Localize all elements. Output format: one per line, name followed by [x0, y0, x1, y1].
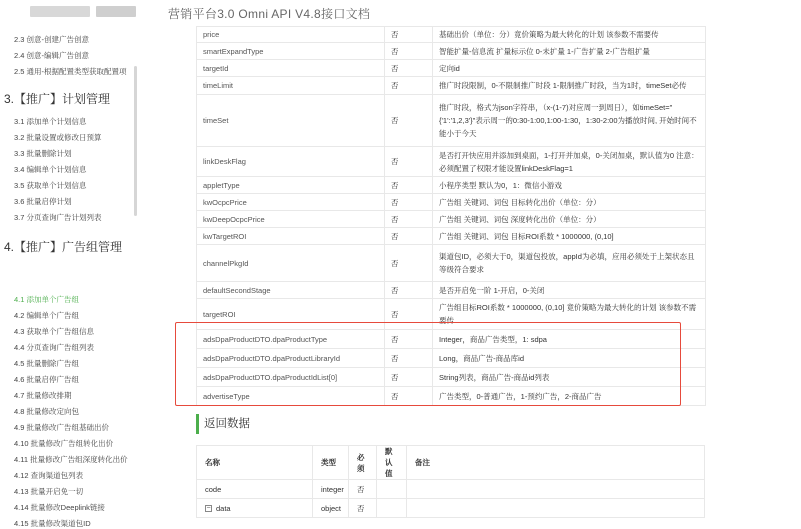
sidebar-item[interactable]: 4.8 批量修改定向包	[14, 407, 80, 416]
param-row	[197, 43, 706, 60]
param-desc: 是否开启免一阶 1-开启，0-关闭	[433, 282, 706, 299]
param-required: 否	[385, 77, 433, 95]
param-name: adsDpaProductDTO.dpaProductType	[197, 330, 385, 349]
param-required: 否	[385, 194, 433, 211]
sidebar-item[interactable]: 4.4 分页查询广告组列表	[14, 343, 95, 352]
param-desc: 广告组目标ROI系数 * 1000000, (0,10] 竟价策略为最大转化的计划 该参数不需要传	[433, 299, 706, 330]
param-desc: String列表，商品广告-商品id列表	[433, 368, 706, 387]
return-column-header: 必须	[349, 446, 377, 480]
sidebar-item[interactable]: 4.1 添加单个广告组	[14, 295, 80, 304]
sidebar-item[interactable]: 3.7 分页查询广告计划列表	[14, 213, 102, 222]
sidebar-item[interactable]: 4.10 批量修改广告组转化出价	[14, 439, 114, 448]
return-cell-note	[407, 480, 705, 499]
return-column-header: 名称	[197, 446, 313, 480]
param-desc: 智能扩量-信息流 扩量标示位 0-未扩量 1-广告扩量 2-广告组扩量	[433, 43, 706, 60]
param-desc: 广告组 关键词、词包 目标转化出价（单位：分）	[433, 194, 706, 211]
param-row	[197, 60, 706, 77]
param-desc: 是否打开快应用并添加到桌面，1-打开并加桌，0-关闭加桌，默认值为0 注意：必须配置了权限才能设置linkDeskFlag=1	[433, 147, 706, 177]
return-cell-type: integer	[313, 480, 349, 499]
param-name: adsDpaProductDTO.dpaProductLibraryId	[197, 349, 385, 368]
top-bar	[0, 0, 801, 26]
return-cell-required: 否	[349, 480, 377, 499]
param-desc: 广告类型，0-普通广告，1-预约广告，2-商品广告	[433, 387, 706, 406]
return-data-table	[196, 445, 705, 518]
sidebar-item[interactable]: 4.11 批量修改广告组深度转化出价	[14, 455, 128, 464]
param-desc: 推广时段，格式为json字符串，（x-(1-7)对应周一到周日），如timeSet="{'1':'1,2,3'}"表示周一的0:30-1:00,1:00-1:30，1:30-2:00为播放时间, 开始时间不能小于今天	[433, 95, 706, 147]
param-desc: Integer，商品广告类型，1: sdpa	[433, 330, 706, 349]
param-required: 否	[385, 245, 433, 282]
doc-title: 营销平台3.0 Omni API V4.8接口文档	[168, 7, 371, 21]
param-required: 否	[385, 368, 433, 387]
sidebar-section-title[interactable]: 3.【推广】计划管理	[4, 92, 111, 106]
param-required: 否	[385, 228, 433, 245]
param-required: 否	[385, 43, 433, 60]
sidebar-scrollbar[interactable]	[134, 66, 137, 216]
param-name: channelPkgId	[197, 245, 385, 282]
sidebar-section-title[interactable]: 4.【推广】广告组管理	[4, 240, 123, 254]
param-required: 否	[385, 349, 433, 368]
param-required: 否	[385, 147, 433, 177]
sidebar-item[interactable]: 2.3 创意-创建广告创意	[14, 35, 90, 44]
param-required: 否	[385, 177, 433, 194]
param-required: 否	[385, 27, 433, 43]
param-row	[197, 282, 706, 299]
param-name: timeSet	[197, 95, 385, 147]
return-cell-required: 否	[349, 499, 377, 518]
sidebar-item[interactable]: 3.2 批量设置或修改日预算	[14, 133, 102, 142]
param-name: defaultSecondStage	[197, 282, 385, 299]
param-row	[197, 177, 706, 194]
param-row	[197, 194, 706, 211]
param-row	[197, 245, 706, 282]
sidebar-item[interactable]: 4.15 批量修改渠道包ID	[14, 519, 91, 528]
param-row	[197, 147, 706, 177]
sidebar-item[interactable]: 4.9 批量修改广告组基础出价	[14, 423, 110, 432]
sidebar-item[interactable]: 3.4 编辑单个计划信息	[14, 165, 87, 174]
return-cell-name	[197, 499, 313, 518]
param-desc: 广告组 关键词、词包 目标ROI系数 * 1000000, (0,10]	[433, 228, 706, 245]
param-name: adsDpaProductDTO.dpaProductIdList[0]	[197, 368, 385, 387]
param-required: 否	[385, 95, 433, 147]
sidebar-item[interactable]: 2.4 创意-编辑广告创意	[14, 51, 90, 60]
param-required: 否	[385, 60, 433, 77]
return-row	[197, 480, 705, 499]
param-name: timeLimit	[197, 77, 385, 95]
collapse-toggle-icon[interactable]: −	[206, 505, 211, 513]
param-name: advertiseType	[197, 387, 385, 406]
param-required: 否	[385, 211, 433, 228]
return-row	[197, 499, 705, 518]
param-desc: 小程序类型 默认为0，1：微信小游戏	[433, 177, 706, 194]
param-name: price	[197, 27, 385, 43]
sidebar-item[interactable]: 4.6 批量启停广告组	[14, 375, 80, 384]
sidebar-item[interactable]: 3.1 添加单个计划信息	[14, 117, 87, 126]
param-desc: 基础出价（单位：分）竟价策略为最大转化的计划 该参数不需要传	[433, 27, 706, 43]
param-required: 否	[385, 299, 433, 330]
sidebar-item[interactable]: 2.5 通用-根据配置类型获取配置项	[14, 67, 127, 76]
param-desc: Long，商品广告-商品库id	[433, 349, 706, 368]
param-required: 否	[385, 282, 433, 299]
return-section-title: 返回数据	[196, 414, 250, 434]
param-name: linkDeskFlag	[197, 147, 385, 177]
param-name: kwTargetROI	[197, 228, 385, 245]
return-column-header: 类型	[313, 446, 349, 480]
sidebar-item[interactable]: 4.2 编辑单个广告组	[14, 311, 80, 320]
return-cell-name-text: data	[216, 503, 231, 513]
param-row	[197, 211, 706, 228]
sidebar-item[interactable]: 4.3 获取单个广告组信息	[14, 327, 95, 336]
param-desc: 渠道包ID，必须大于0，渠道包投放，appId为必填，应用必须处于上架状态且 等级符合要求	[433, 245, 706, 282]
sidebar-item[interactable]: 4.5 批量删除广告组	[14, 359, 80, 368]
sidebar-item[interactable]: 4.7 批量修改排期	[14, 391, 72, 400]
sidebar-item[interactable]: 4.12 查询渠道包列表	[14, 471, 84, 480]
param-desc: 推广时段限制，0-不限制推广时段 1-限制推广时段，当为1时，timeSet必传	[433, 77, 706, 95]
sidebar-item[interactable]: 3.5 获取单个计划信息	[14, 181, 87, 190]
param-row	[197, 77, 706, 95]
return-column-header: 备注	[407, 446, 705, 480]
param-name: targetROI	[197, 299, 385, 330]
param-row	[197, 27, 706, 43]
sidebar-item[interactable]: 4.13 批量开启免一切	[14, 487, 84, 496]
param-name: smartExpandType	[197, 43, 385, 60]
return-column-header: 默认值	[377, 446, 407, 480]
return-cell-type: object	[313, 499, 349, 518]
highlight-annotation	[175, 322, 681, 406]
param-name: kwDeepOcpcPrice	[197, 211, 385, 228]
param-desc: 广告组 关键词、词包 深度转化出价（单位：分）	[433, 211, 706, 228]
return-cell-note	[407, 499, 705, 518]
return-cell-default	[377, 499, 407, 518]
param-name: kwOcpcPrice	[197, 194, 385, 211]
param-required: 否	[385, 330, 433, 349]
sidebar-item[interactable]: 4.14 批量修改Deeplink链接	[14, 503, 105, 512]
param-row	[197, 95, 706, 147]
return-cell-default	[377, 480, 407, 499]
logo-blurred-secondary	[96, 6, 136, 17]
return-cell-name: code	[197, 480, 313, 499]
param-name: appletType	[197, 177, 385, 194]
sidebar-item[interactable]: 3.3 批量删除计划	[14, 149, 72, 158]
param-desc: 定向id	[433, 60, 706, 77]
logo-blurred	[30, 6, 90, 17]
sidebar-nav	[0, 26, 140, 528]
return-header-row	[197, 446, 705, 480]
param-row	[197, 228, 706, 245]
param-name: targetId	[197, 60, 385, 77]
sidebar-item[interactable]: 3.6 批量启停计划	[14, 197, 72, 206]
param-required: 否	[385, 387, 433, 406]
